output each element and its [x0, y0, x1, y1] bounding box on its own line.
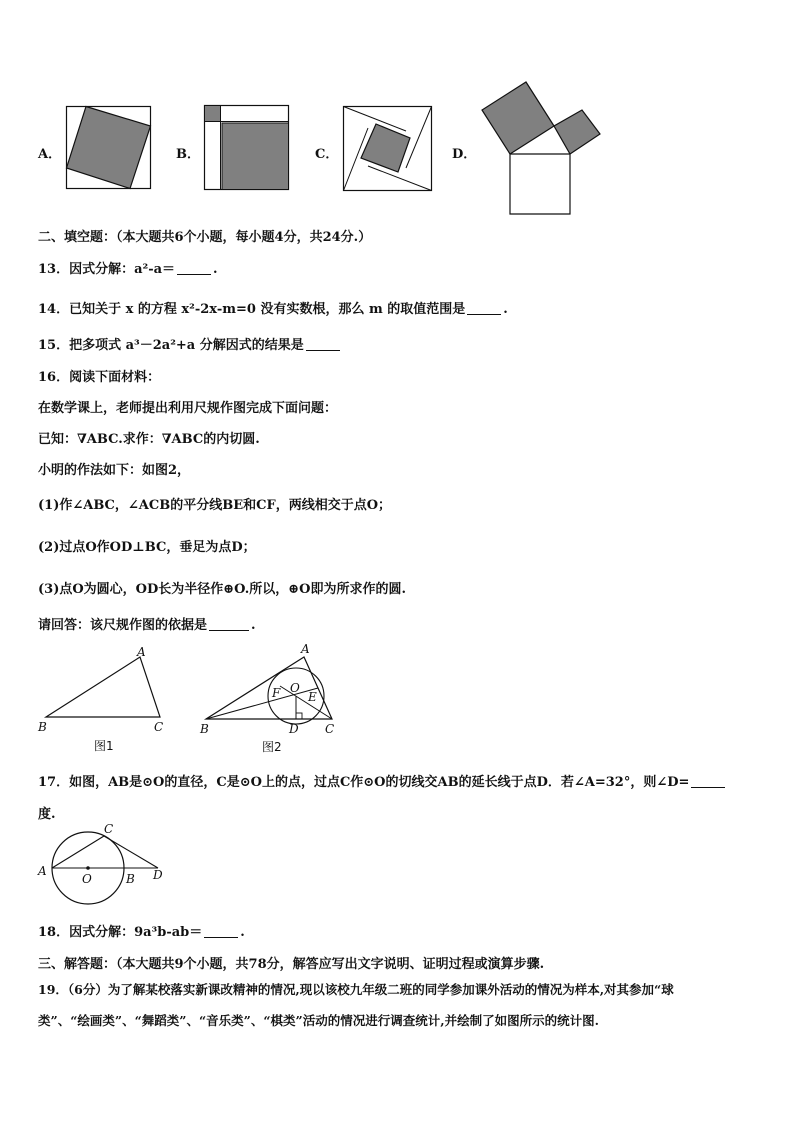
- fig2-label-c: C: [325, 722, 335, 736]
- option-d-label: D．: [452, 147, 477, 162]
- question-17-tail: 度.: [38, 807, 56, 822]
- question-14: 14．已知关于 x 的方程 x²-2x-m=0 没有实数根，那么 m 的取值范围是 .: [38, 302, 508, 317]
- figure-option-b: [204, 105, 290, 191]
- answer-blank[interactable]: [204, 925, 238, 938]
- option-b-label: B．: [176, 147, 200, 162]
- q16-step2: (2)过点O作OD⊥BC，垂足为点D；: [38, 540, 256, 555]
- section3-heading: 三、解答题：（本大题共9个小题，共78分，解答应写出文字说明、证明过程或演算步骤.: [38, 957, 545, 972]
- fig1-label-a: A: [137, 645, 146, 659]
- answer-blank[interactable]: [177, 262, 211, 275]
- fig2-label-e: E: [308, 690, 317, 704]
- q16-step1: (1)作∠ABC，∠ACB的平分线BE和CF，两线相交于点O；: [38, 498, 392, 513]
- q16-step3: (3)点O为圆心，OD长为半径作⊕O.所以，⊕O即为所求作的圆.: [38, 582, 406, 597]
- fig2-label-b: B: [200, 722, 209, 736]
- figure-option-c: [343, 106, 433, 192]
- question-13: 13．因式分解：a²-a＝ .: [38, 262, 218, 277]
- figure-option-a: [66, 106, 152, 190]
- answer-blank[interactable]: [306, 338, 340, 351]
- option-c-label: C．: [315, 147, 339, 162]
- fig2-caption: 图2: [262, 740, 282, 754]
- q16-line1: 在数学课上，老师提出利用尺规作图完成下面问题：: [38, 401, 338, 416]
- fig2-label-d: D: [289, 722, 299, 736]
- q16-line2: 已知：∇ABC.求作：∇ABC的内切圆.: [38, 432, 260, 447]
- fig1-label-b: B: [38, 720, 47, 734]
- q16-line3: 小明的作法如下：如图2，: [38, 463, 191, 478]
- option-a-label: A．: [38, 147, 62, 162]
- fig17-label-b: B: [126, 872, 135, 886]
- figure-option-d: [478, 82, 602, 216]
- fig17-label-a: A: [38, 864, 47, 878]
- question-17: 17．如图，AB是⊙O的直径，C是⊙O上的点，过点C作⊙O的切线交AB的延长线于点D．若∠A=32°，则∠D=: [38, 771, 727, 790]
- q16-question: 请回答：该尺规作图的依据是 .: [38, 618, 256, 633]
- question-18: 18．因式分解：9a³b-ab＝ .: [38, 925, 245, 940]
- answer-blank[interactable]: [691, 775, 725, 788]
- fig1-caption: 图1: [94, 739, 114, 753]
- fig1-label-c: C: [154, 720, 164, 734]
- q19-line1: 19．（6分）为了解某校落实新课改精神的情况,现以该校九年级二班的同学参加课外活动的情况为样本,对其参加“球: [38, 982, 674, 997]
- q19-line2: 类”、“绘画类”、“舞蹈类”、“音乐类”、“棋类”活动的情况进行调查统计,并绘制了如图所示的统计图.: [38, 1013, 599, 1028]
- answer-blank[interactable]: [209, 618, 249, 631]
- fig17-label-c: C: [104, 822, 114, 836]
- question-16-title: 16．阅读下面材料：: [38, 370, 161, 385]
- section2-heading: 二、填空题：（本大题共6个小题，每小题4分，共24分.）: [38, 230, 372, 245]
- question-15: 15．把多项式 a³－2a²+a 分解因式的结果是: [38, 334, 342, 353]
- answer-blank[interactable]: [467, 302, 501, 315]
- fig2-label-a: A: [301, 642, 310, 656]
- fig2-label-o: O: [290, 681, 300, 695]
- fig17-label-o: O: [82, 872, 92, 886]
- fig2-label-f: F: [272, 686, 281, 700]
- fig17-label-d: D: [153, 868, 163, 882]
